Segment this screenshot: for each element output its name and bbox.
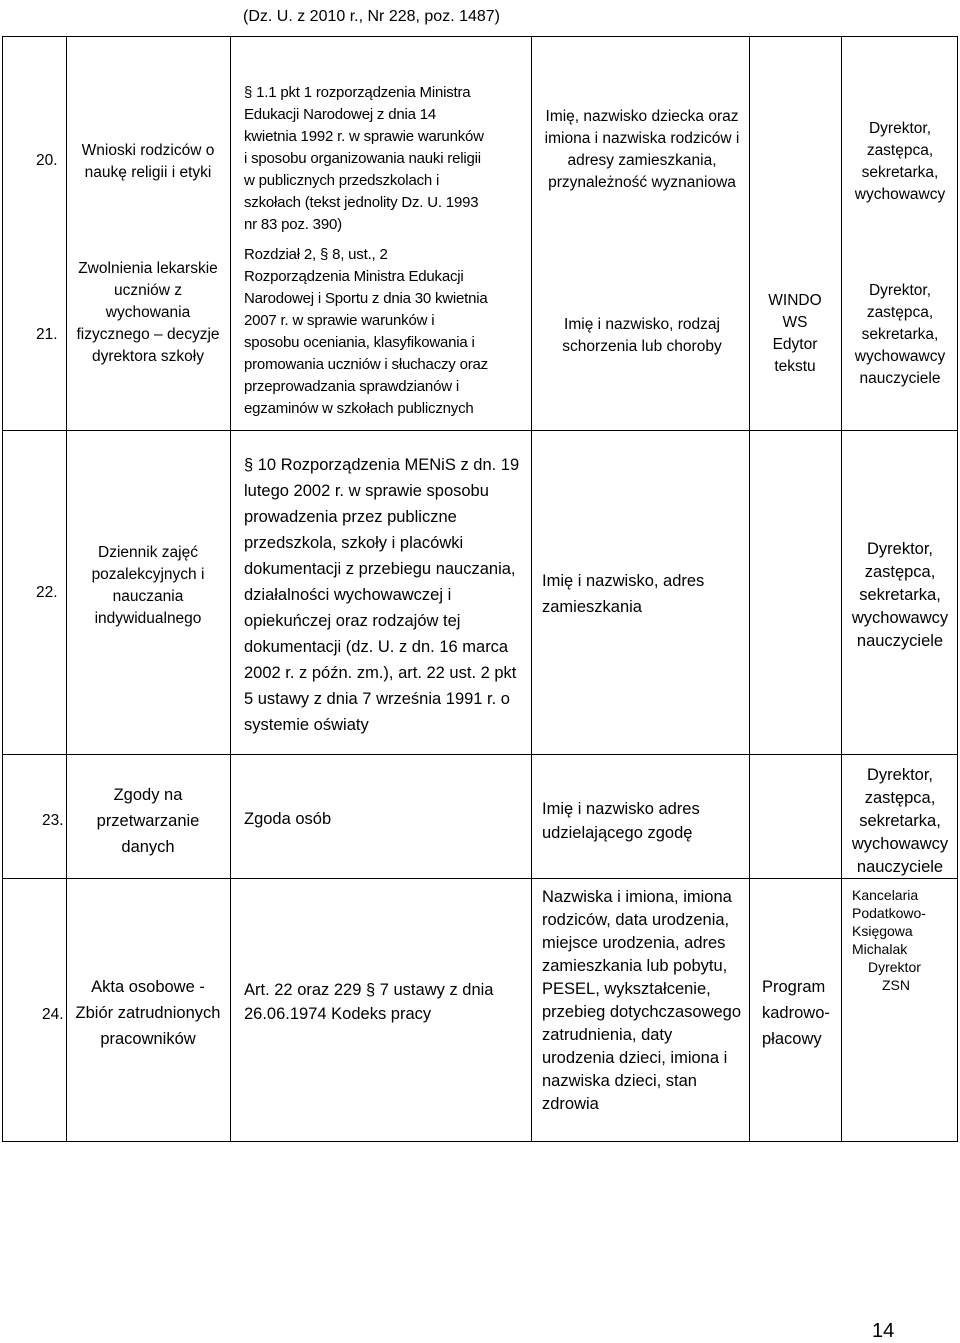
- access-line: Kancelaria: [852, 887, 919, 903]
- data-line: rodziców, data urodzenia,: [542, 911, 730, 929]
- row-number: 24.: [42, 1006, 64, 1023]
- system-line: Edytor: [772, 336, 818, 353]
- processing-system: [752, 290, 838, 378]
- record-name: Akta osobowe - Zbiór zatrudnionych pracowników: [75, 978, 221, 1048]
- basis-line: przedszkola, szkoły i placówki: [244, 534, 464, 552]
- data-scope: [542, 886, 747, 1116]
- row-separator: [2, 754, 958, 755]
- row-number: 23.: [42, 812, 64, 829]
- basis-line: dokumentacji z przebiegu nauczania,: [244, 560, 516, 578]
- basis-line: promowania uczniów i słuchaczy oraz: [244, 356, 488, 373]
- data-scope: Imię i nazwisko adres udzielającego zgodę: [542, 800, 700, 842]
- basis-line: lutego 2002 r. w sprawie sposobu: [244, 482, 489, 500]
- access-line: ZSN: [882, 977, 910, 993]
- access-persons: [852, 886, 956, 994]
- data-scope: Imię, nazwisko dziecka oraz imiona i nazwiska rodziców i adresy zamieszkania, przynależność wyznaniowa: [544, 108, 740, 191]
- data-line: zdrowia: [542, 1095, 599, 1113]
- basis-line: kwietnia 1992 r. w sprawie warunków: [244, 128, 484, 145]
- data-line: PESEL, wykształcenie,: [542, 980, 711, 998]
- legal-basis: [244, 978, 529, 1026]
- data-scope: Imię i nazwisko, rodzaj schorzenia lub choroby: [562, 316, 722, 355]
- legal-basis: [244, 808, 529, 830]
- basis-line: [244, 376, 526, 398]
- basis-line: szkołach (tekst jednolity Dz. U. 1993: [244, 194, 479, 211]
- legal-basis: [244, 452, 529, 738]
- access-persons: Dyrektor, zastępca, sekretarka, wychowawcy nauczyciele: [851, 766, 949, 876]
- basis-line: Rozporządzenia Ministra Edukacji: [244, 268, 464, 285]
- access-line: Podatkowo-: [852, 905, 926, 921]
- data-line: Nazwiska i imiona, imiona: [542, 888, 732, 906]
- system-line: kadrowo-: [762, 1004, 830, 1022]
- legal-basis: [244, 244, 529, 420]
- basis-line: sposobu oceniania, klasyfikowania i: [244, 334, 475, 351]
- basis-line: 2002 r. z późn. zm.), art. 22 ust. 2 pkt: [244, 664, 517, 682]
- data-line: miejsce urodzenia, adres: [542, 934, 726, 952]
- record-name: Wnioski rodziców o naukę religii i etyki: [81, 142, 215, 181]
- row-number: 21.: [36, 326, 58, 343]
- basis-line: i sposobu organizowania nauki religii: [244, 150, 481, 167]
- basis-line: § 10 Rozporządzenia MENiS z dn. 19: [244, 456, 520, 474]
- basis-line: systemie oświaty: [244, 716, 369, 734]
- row-separator: [2, 878, 958, 879]
- access-line: Michalak: [852, 941, 908, 957]
- access-line: Dyrektor: [868, 959, 921, 975]
- record-name: Zgody na przetwarzanie danych: [96, 786, 200, 856]
- header-reference: (Dz. U. z 2010 r., Nr 228, poz. 1487): [243, 8, 501, 25]
- system-line: płacowy: [762, 1030, 822, 1048]
- basis-line: w publicznych przedszkolach i: [244, 172, 440, 189]
- basis-line: egzaminów w szkołach publicznych: [244, 400, 474, 417]
- basis-line: Narodowej i Sportu z dnia 30 kwietnia: [244, 290, 488, 307]
- legal-basis: [244, 82, 529, 236]
- basis-line: prowadzenia przez publiczne: [244, 508, 457, 526]
- record-name: Dziennik zajęć pozalekcyjnych i nauczania indywidualnego: [91, 544, 205, 627]
- basis-line: 5 ustawy z dnia 7 września 1991 r. o: [244, 690, 510, 708]
- access-persons: Dyrektor, zastępca, sekretarka, wychowawcy: [854, 120, 946, 203]
- record-name: Zwolnienia lekarskie uczniów z wychowania fizycznego – decyzje dyrektora szkoły: [76, 260, 220, 365]
- row-separator: [2, 430, 958, 431]
- data-line: zatrudnienia, daty: [542, 1026, 673, 1044]
- basis-line: działalności wychowawczej i: [244, 586, 452, 604]
- data-line: urodzenia dzieci, imiona i: [542, 1049, 728, 1067]
- system-line: WINDO: [768, 292, 822, 309]
- basis-line: Zgoda osób: [244, 810, 332, 828]
- data-line: przebieg dotychczasowego: [542, 1003, 742, 1021]
- basis-line: Rozdział 2, § 8, ust., 2: [244, 246, 388, 263]
- data-line: zamieszkania lub pobytu,: [542, 957, 728, 975]
- data-line: nazwiska dzieci, stan: [542, 1072, 697, 1090]
- basis-line: 26.06.1974 Kodeks pracy: [244, 1005, 432, 1023]
- data-scope: Imię i nazwisko, adres zamieszkania: [542, 572, 705, 616]
- row-number: 20.: [36, 152, 58, 169]
- processing-system: [762, 974, 840, 1052]
- access-persons: Dyrektor, zastępca, sekretarka, wychowawcy nauczyciele: [854, 282, 946, 387]
- basis-line: opiekuńczej oraz rodzajów tej: [244, 612, 461, 630]
- basis-line: 2007 r. w sprawie warunków i: [244, 312, 435, 329]
- system-line: tekstu: [774, 358, 816, 375]
- page-number: 14: [872, 1320, 895, 1342]
- basis-line: Art. 22 oraz 229 § 7 ustawy z dnia: [244, 981, 494, 999]
- access-line: Księgowa: [852, 923, 913, 939]
- system-line: Program: [762, 978, 826, 996]
- row-number: 22.: [36, 584, 58, 601]
- basis-line-text: przeprowadzania sprawdzianów i: [244, 378, 459, 395]
- basis-line: dokumentacji (dz. U. z dn. 16 marca: [244, 638, 509, 656]
- basis-line: nr 83 poz. 390): [244, 216, 342, 233]
- basis-line: Edukacji Narodowej z dnia 14: [244, 106, 437, 123]
- basis-line: § 1.1 pkt 1 rozporządzenia Ministra: [244, 84, 471, 101]
- system-line: WS: [782, 314, 808, 331]
- access-persons: Dyrektor, zastępca, sekretarka, wychowawcy nauczyciele: [851, 540, 949, 650]
